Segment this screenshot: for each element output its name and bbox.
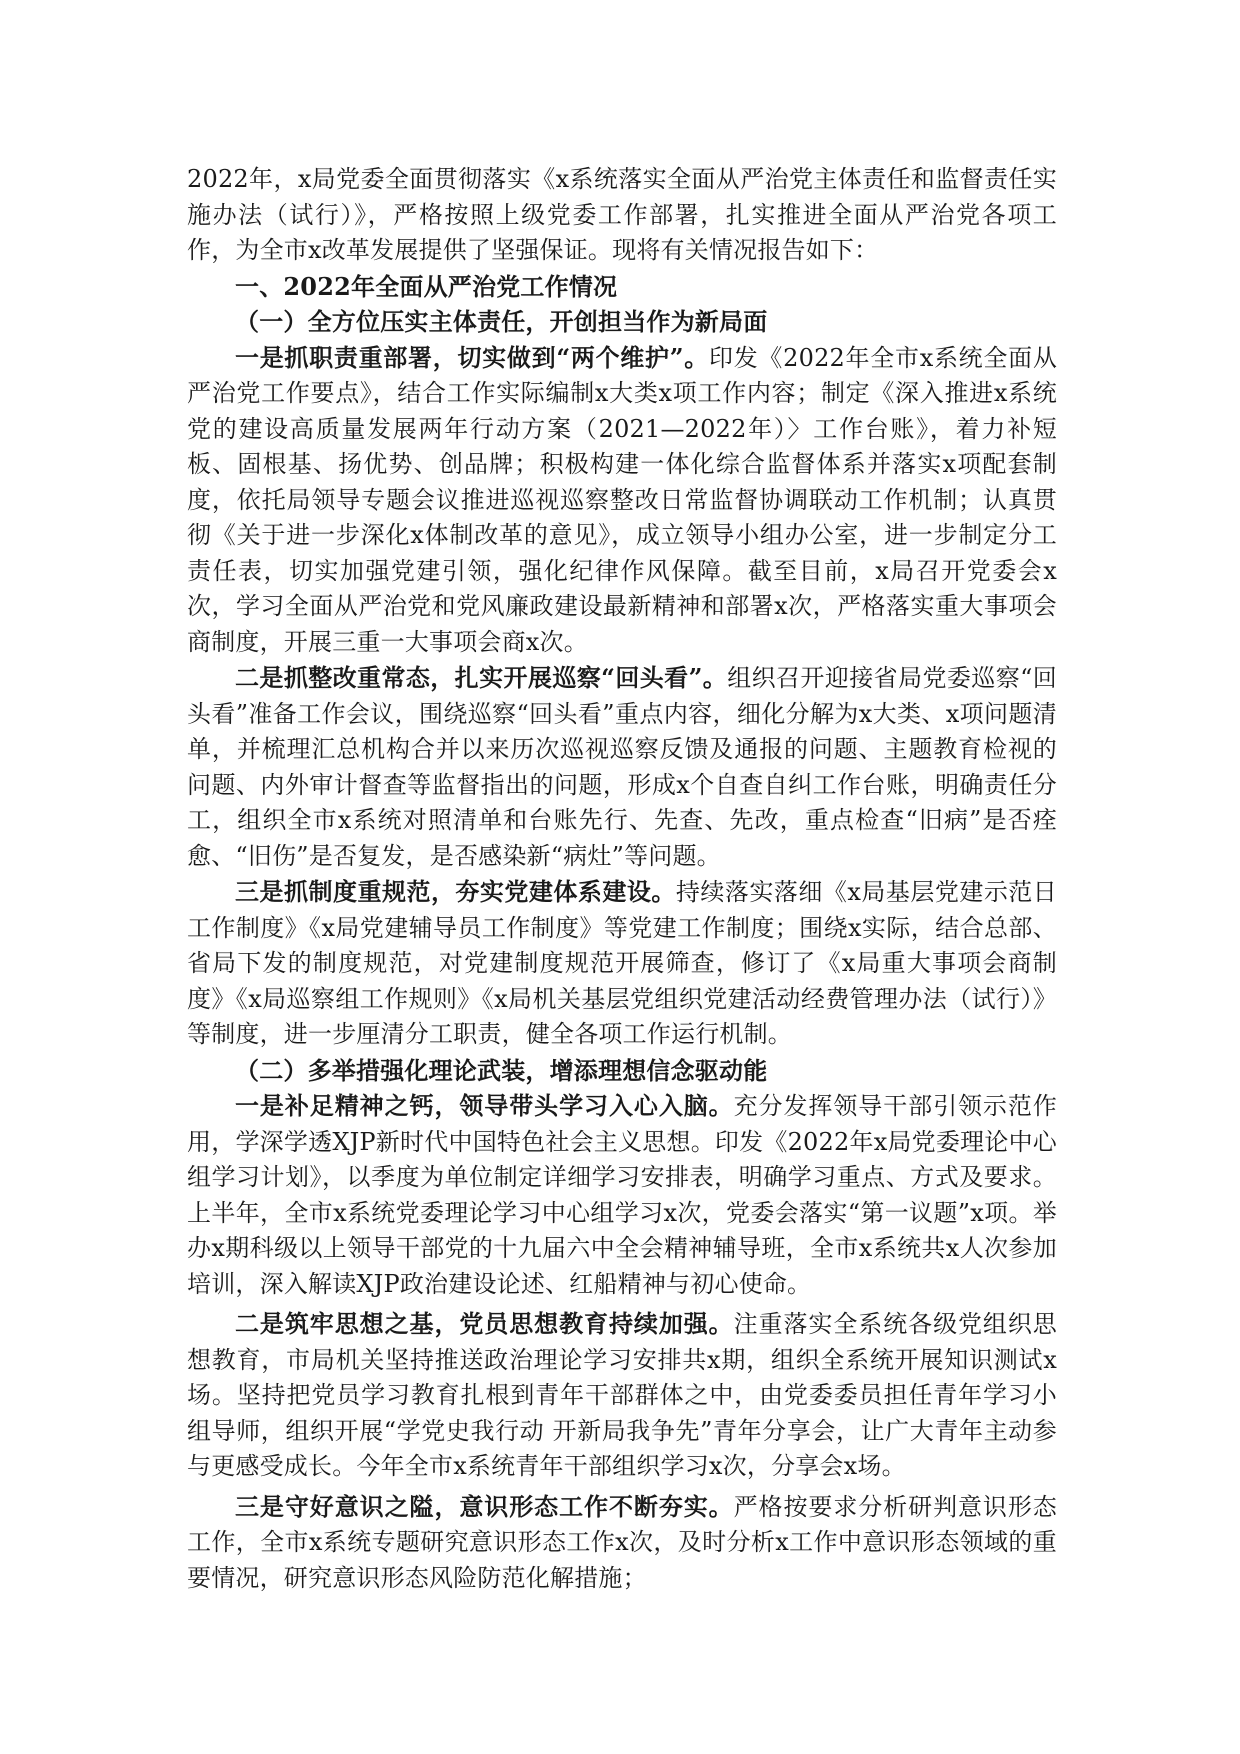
paragraph-6-lead: 三是守好意识之隘，意识形态工作不断夯实。 [235,1491,734,1521]
paragraph-1-lead: 一是抓职责重部署，切实做到“两个维护”。 [235,342,709,372]
paragraph-1 [187,340,1057,661]
paragraph-4-body: 充分发挥领导干部引领示范作用，学深学透XJP新时代中国特色社会主义思想。印发《2022年x局党委理论中心组学习计划》，以季度为单位制定详细学习安排表，明确学习重点、方式及要求。上半年，全市x系统党委理论学习中心组学习x次，党委会落实“第一议题”x项。举办x期科级以上领导干部党的十九届六中全会精神辅导班，全市x系统共x人次参加培训，深入解读XJP政治建设论述、红船精神与初心使命。 [187,1092,1057,1298]
subsection-heading-2: （二）多举措强化理论武装，增添理想信念驱动能 [235,1055,768,1085]
paragraph-3 [187,874,1057,1053]
paragraph-2-body: 组织召开迎接省局党委巡察“回头看”准备工作会议，围绕巡察“回头看”重点内容，细化分解为x大类、x项问题清单，并梳理汇总机构合并以来历次巡视巡察反馈及通报的问题、主题教育检视的问题、内外审计督查等监督指出的问题，形成x个自查自纠工作台账，明确责任分工，组织全市x系统对照清单和台账先行、先查、先改，重点检查“旧病”是否痊愈、“旧伤”是否复发，是否感染新“病灶”等问题。 [187,664,1057,870]
paragraph-6 [187,1489,1057,1597]
section-heading: 一、2022年全面从严治党工作情况 [235,271,618,301]
subsection-heading-1: （一）全方位压实主体责任，开创担当作为新局面 [235,307,768,336]
paragraph-4-lead: 一是补足精神之钙，领导带头学习入心入脑。 [235,1091,734,1120]
paragraph-3-lead: 三是抓制度重规范，夯实党建体系建设。 [235,877,676,906]
paragraph-5 [187,1306,1057,1485]
document-page [187,162,1057,1596]
paragraph-5-lead: 二是筑牢思想之基，党员思想教育持续加强。 [235,1309,734,1338]
paragraph-5-body: 注重落实全系统各级党组织思想教育，市局机关坚持推送政治理论学习安排共x期，组织全系统开展知识测试x场。坚持把党员学习教育扎根到青年干部群体之中，由党委委员担任青年学习小组导师，组织开展“学党史我行动 开新局我争先”青年分享会，让广大青年主动参与更感受成长。今年全市x系统青年干部组织学习x次，分享会x场。 [187,1310,1057,1480]
paragraph-4 [187,1088,1057,1302]
paragraph-2 [187,660,1057,874]
paragraph-1-body: 印发《2022年全市x系统全面从严治党工作要点》，结合工作实际编制x大类x项工作内容；制定《深入推进x系统党的建设高质量发展两年行动方案（2021—2022年）〉工作台账》，着力补短板、固根基、扬优势、创品牌；积极构建一体化综合监督体系并落实x项配套制度，依托局领导专题会议推进巡视巡察整改日常监督协调联动工作机制；认真贯彻《关于进一步深化x体制改革的意见》，成立领导小组办公室，进一步制定分工责任表，切实加强党建引领，强化纪律作风保障。截至目前，x局召开党委会x次，学习全面从严治党和党风廉政建设最新精神和部署x次，严格落实重大事项会商制度，开展三重一大事项会商x次。 [187,343,1058,656]
paragraph-3-body: 持续落实落细《x局基层党建示范日工作制度》《x局党建辅导员工作制度》等党建工作制度；围绕x实际，结合总部、省局下发的制度规范，对党建制度规范开展筛查，修订了《x局重大事项会商制度》《x局巡察组工作规则》《x局机关基层党组织党建活动经费管理办法（试行）》等制度，进一步厘清分工职责，健全各项工作运行机制。 [187,878,1057,1048]
paragraph-6-body: 严格按要求分析研判意识形态工作，全市x系统专题研究意识形态工作x次，及时分析x工作中意识形态领域的重要情况，研究意识形态风险防范化解措施； [187,1492,1057,1592]
intro-paragraph: 2022年，x局党委全面贯彻落实《x系统落实全面从严治党主体责任和监督责任实施办法（试行）》，严格按照上级党委工作部署，扎实推进全面从严治党各项工作，为全市x改革发展提供了坚强保证。现将有关情况报告如下： [187,165,1057,264]
paragraph-2-lead: 二是抓整改重常态，扎实开展巡察“回头看”。 [235,663,728,692]
